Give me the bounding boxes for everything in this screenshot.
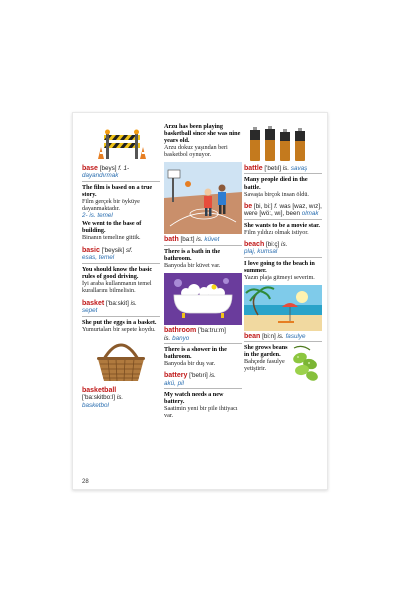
beach-illustration [244, 285, 322, 331]
column-3 [244, 123, 322, 386]
example-turkish: Yazın plaja gitmeyi severim. [244, 273, 315, 281]
verb-forms: was [waz, wız], were [wö:, wı], been [244, 202, 322, 218]
second-sense: 2- is. temel [82, 212, 113, 220]
part-of-speech: is. [196, 236, 203, 244]
divider [82, 316, 160, 317]
example-english: Many people died in the battle. [244, 176, 308, 191]
entry-base [82, 165, 160, 243]
headword: bath [164, 236, 179, 244]
divider [164, 388, 242, 389]
translation: akü, pil [164, 379, 184, 387]
headword: basket [82, 300, 105, 308]
entry-bath [164, 236, 242, 271]
entry-beach [244, 241, 322, 283]
headword: battery [164, 372, 188, 380]
column-1 [82, 123, 160, 411]
example-turkish: Bahçede fasulye yetiştirir. [244, 358, 285, 373]
example-turkish: Savaşta birçok insan öldü. [244, 190, 309, 198]
part-of-speech: f. [274, 202, 278, 210]
bean-example-block [244, 344, 322, 384]
example-english: She grows beans in the garden. [244, 344, 288, 359]
pronunciation: [bi, bi:] [253, 202, 273, 210]
translation: banyo [172, 334, 190, 342]
pronunciation: ['betıl] [264, 165, 282, 172]
translation: fasulye [285, 332, 306, 340]
example-english: She put the eggs in a basket. [82, 318, 157, 326]
translation: sepet [82, 307, 98, 315]
example-turkish: Yumurtaları bir sepete koydu. [82, 325, 156, 333]
part-of-speech: is. [116, 394, 124, 402]
example-english: She wants to be a movie star. [244, 221, 320, 229]
translation: plaj, kumsal [244, 248, 278, 256]
example-english: There is a shower in the bathroom. [164, 345, 227, 361]
headword: base [82, 165, 98, 172]
pronunciation: [bi:n] [262, 332, 276, 340]
translation: savaş [290, 165, 308, 172]
divider [244, 257, 322, 258]
pronunciation: ['ba:skit] [105, 300, 129, 308]
bathtub-illustration [164, 273, 242, 325]
example-turkish: Banyoda bir duş var. [164, 360, 216, 368]
batteries-illustration [244, 125, 322, 163]
page-number: 28 [82, 479, 89, 485]
part-of-speech: is. [130, 300, 137, 308]
headword: bathroom [164, 327, 197, 335]
pronunciation: ['beysik] [101, 246, 125, 254]
translation: basketbol [82, 401, 109, 409]
divider [244, 341, 322, 342]
divider [164, 245, 242, 246]
part-of-speech: f. 1- [118, 165, 130, 172]
entry-bathroom [164, 327, 242, 369]
divider [164, 343, 242, 344]
part-of-speech: is. [277, 332, 284, 340]
divider [82, 181, 160, 182]
translation: küvet [204, 236, 220, 244]
construction-barrier-illustration [82, 125, 160, 163]
pronunciation: [beys] [99, 165, 117, 172]
headword: be [244, 202, 253, 210]
example-turkish: Banyoda bir küvet var. [164, 262, 221, 270]
entry-bean [244, 333, 322, 386]
entry-battery [164, 372, 242, 421]
translation: esas, temel [82, 254, 115, 262]
headword: bean [244, 332, 261, 340]
entry-basket [82, 300, 160, 335]
part-of-speech: sf. [125, 246, 133, 254]
example-turkish: İyi araba kullanmanın temel kurallarını bilmelisin. [82, 279, 152, 294]
basket-illustration [82, 337, 160, 385]
example-turkish: Film gerçek bir öyküye dayanmaktadır. [82, 198, 140, 213]
divider [244, 173, 322, 174]
part-of-speech: is. [281, 240, 288, 248]
headword: basketball [82, 387, 117, 395]
part-of-speech: is. [282, 165, 290, 172]
pronunciation: ['betıri] [189, 372, 208, 380]
example-english: I love going to the beach in summer. [244, 259, 315, 274]
pronunciation: ['ba:tru:m] [198, 327, 226, 335]
bean-illustration [288, 344, 322, 384]
headword: beach [244, 240, 265, 248]
part-of-speech: is. [164, 334, 171, 342]
example-turkish: Binanın temeline gittik. [82, 233, 141, 241]
entry-basketball [82, 387, 160, 411]
pronunciation: ['ba:skitbo:l] [82, 394, 116, 402]
entry-battle [244, 165, 322, 200]
headword: battle [244, 165, 263, 172]
headword: basic [82, 246, 100, 254]
divider [82, 263, 160, 264]
example-english: Arzu has been playing basketball since she was nine years old. [164, 123, 241, 145]
basketball-court-illustration [164, 162, 242, 234]
divider [244, 219, 322, 220]
example-english: There is a bath in the bathroom. [164, 247, 221, 262]
pronunciation: [ba:t] [180, 236, 195, 244]
example-english: You should know the basic rules of good driving. [82, 265, 153, 280]
dictionary-page [72, 112, 328, 490]
example-turkish: Arzu dokuz yaşından beri basketbol oynuyor. [164, 144, 228, 159]
entry-basketball-example [164, 123, 242, 160]
column-2 [164, 123, 242, 421]
example-english: My watch needs a new battery. [164, 391, 224, 406]
example-turkish: Saatimin yeni bir pile ihtiyacı var. [164, 405, 238, 420]
translation: olmak [301, 210, 319, 218]
translation: dayandırmak [82, 172, 119, 180]
example-english: We went to the base of building. [82, 219, 142, 234]
example-turkish: Film yıldızı olmak istiyor. [244, 228, 309, 236]
entry-basic [82, 247, 160, 296]
entry-be [244, 203, 322, 238]
pronunciation: [bi:ç] [265, 240, 280, 248]
example-english: The film is based on a true story. [82, 183, 153, 198]
part-of-speech: is. [209, 372, 216, 380]
